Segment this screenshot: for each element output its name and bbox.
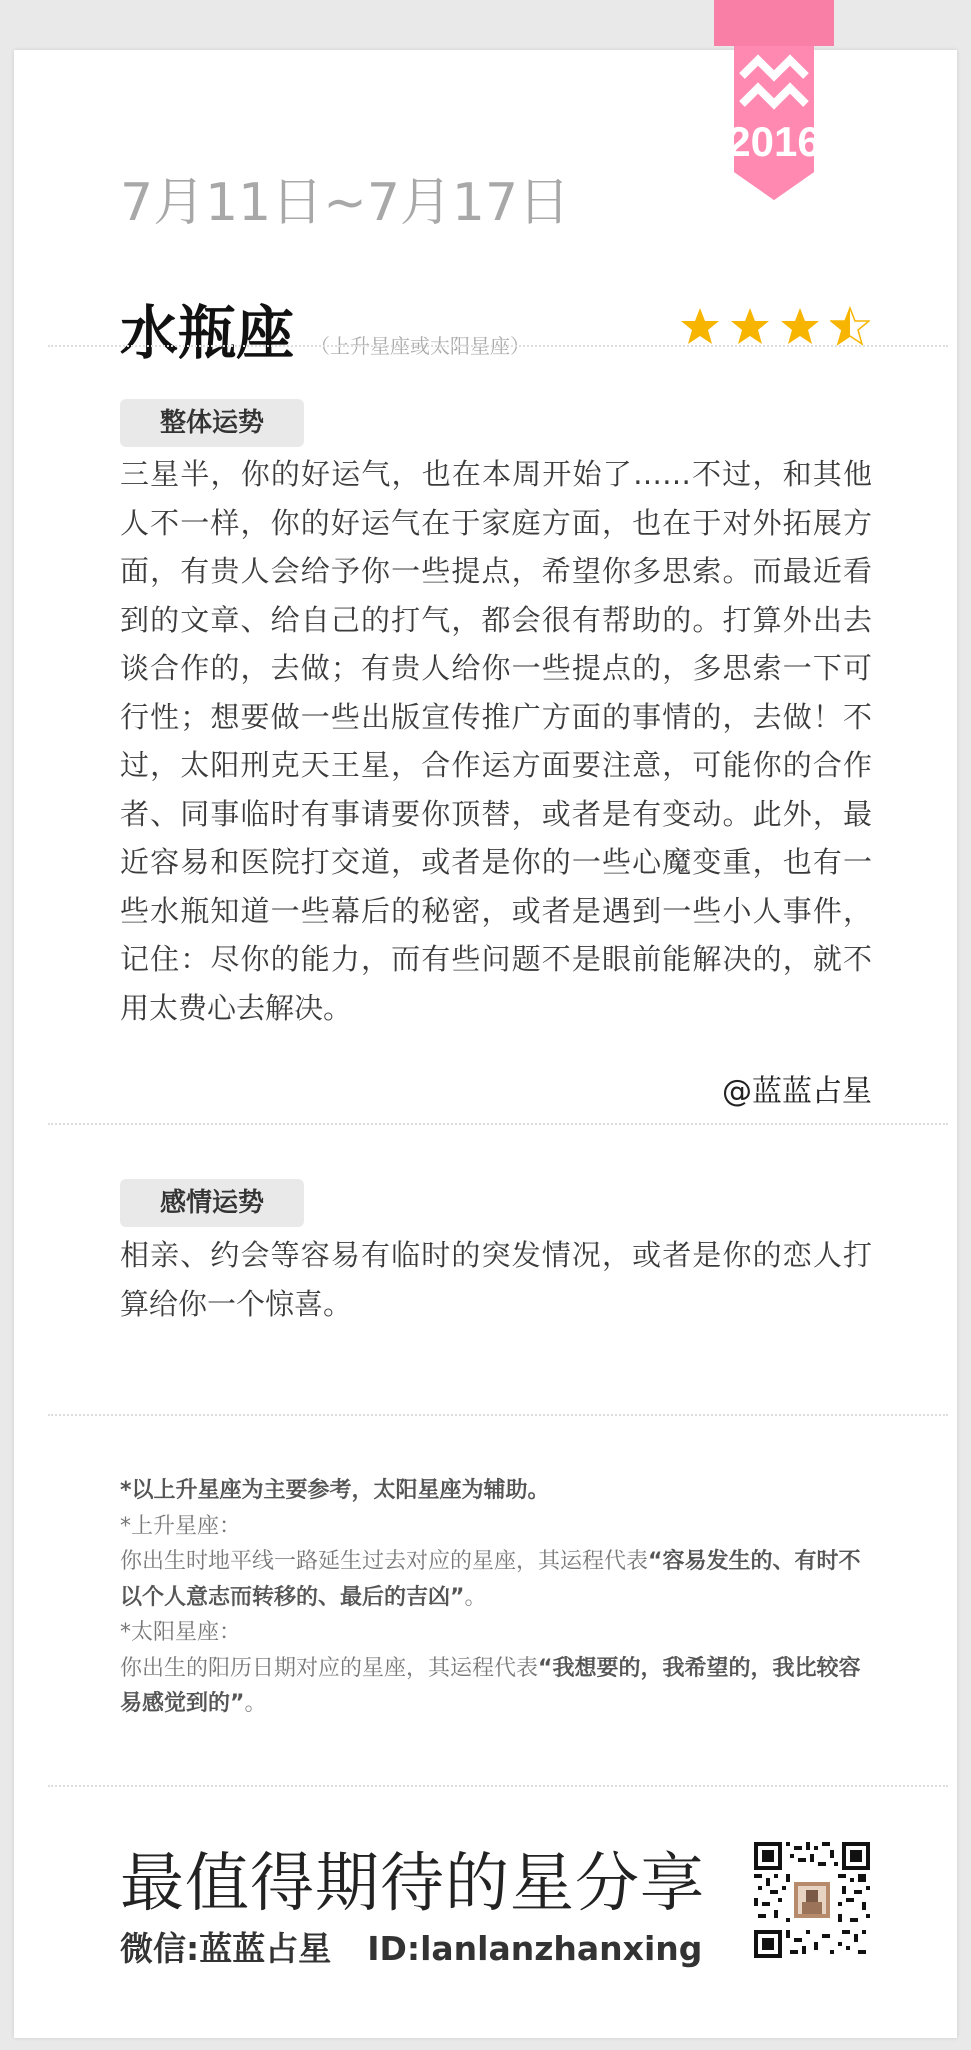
horoscope-card: [14, 50, 957, 2038]
footer-ids: [120, 1923, 702, 1970]
notes-main: *以上升星座为主要参考，太阳星座为辅助。: [120, 1478, 550, 1503]
account-id: ID:lanlanzhanxing: [367, 1929, 703, 1968]
divider: [48, 1414, 948, 1416]
sun-text-c: 。: [244, 1691, 267, 1716]
sun-title: *太阳星座：: [120, 1620, 242, 1645]
star-half-icon: [830, 306, 870, 346]
rising-text-a: 你出生时地平线一路延生过去对应的星座，其运程代表: [120, 1549, 649, 1574]
divider: [48, 1785, 948, 1787]
divider: [48, 345, 948, 347]
star-full-icon: [680, 306, 720, 346]
wechat-id: 微信:蓝蓝占星: [120, 1929, 332, 1968]
qr-code-icon[interactable]: [754, 1842, 870, 1958]
rising-text-c: 。: [464, 1584, 487, 1610]
author-signature: @蓝蓝占星: [722, 1074, 872, 1109]
divider: [48, 1123, 948, 1125]
year-label: 2016: [727, 118, 821, 165]
star-full-icon: [730, 306, 770, 346]
footer-slogan: 最值得期待的星分享: [120, 1847, 705, 1921]
love-label: 感情运势: [120, 1179, 304, 1227]
sun-text-a: 你出生的阳历日期对应的星座，其运程代表: [120, 1655, 539, 1681]
rising-desc: [120, 1544, 880, 1615]
love-text: 相亲、约会等容易有临时的突发情况，或者是你的恋人打算给你一个惊喜。: [120, 1238, 872, 1321]
overall-label: 整体运势: [120, 399, 304, 447]
sign-note: （上升星座或太阳星座）: [310, 334, 531, 358]
date-range: 7月11日~7月17日: [120, 173, 571, 233]
star-full-icon: [780, 306, 820, 346]
rising-title: *上升星座：: [120, 1513, 242, 1539]
rising-text-b: “容易发生的、有时不以个人意志而转移的、最后的吉凶”: [120, 1549, 861, 1610]
rating-stars: [680, 306, 870, 346]
year-ribbon: [714, 0, 834, 200]
sun-desc: [120, 1651, 880, 1722]
sign-name: 水瓶座: [120, 299, 295, 367]
notes-section: [120, 1473, 880, 1722]
overall-text: 三星半，你的好运气，也在本周开始了……不过，和其他人不一样，你的好运气在于家庭方面，也在于对外拓展方面，有贵人会给予你一些提点，希望你多思索。而最近看到的文章、给自己的打气，都会很有帮助的。打算外出去谈合作的，去做；有贵人给你一些提点的，多思索一下可行性；想要做一些出版宣传推广方面的事情的，去做！不过，太阳刑克天王星，合作运方面要注意，可能你的合作者、同事临时有事请要你顶替，或者是有变动。此外，最近容易和医院打交道，或者是你的一些心魔变重，也有一些水瓶知道一些幕后的秘密，或者是遇到一些小人事件，记住：尽你的能力，而有些问题不是眼前能解决的，就不用太费心去解决。: [120, 457, 872, 1025]
sun-text-b: “我想要的，我希望的，我比较容易感觉到的”: [120, 1655, 861, 1716]
ribbon-shape: [714, 0, 834, 200]
